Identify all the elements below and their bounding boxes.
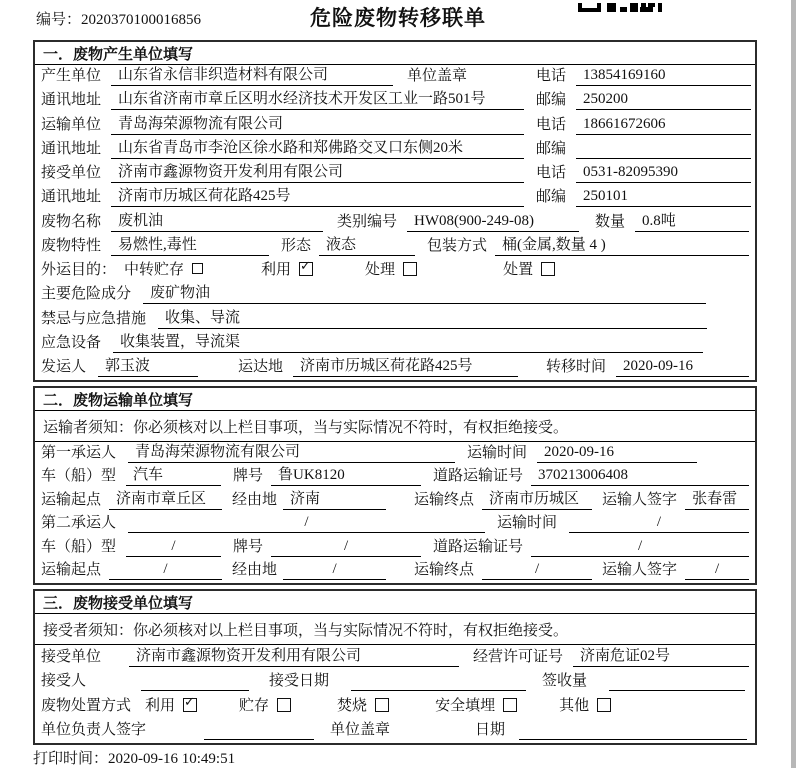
shipper-value: 郭玉波 — [98, 357, 198, 377]
disposal-option-storage-label: 贮存 — [239, 697, 270, 714]
disposal-option-incineration-label: 焚烧 — [337, 697, 368, 714]
receiver-value: 济南市鑫源物资开发利用有限公司 — [111, 163, 524, 183]
received-qty-label: 签收量 — [542, 673, 588, 689]
form-state-value: 液态 — [319, 236, 415, 256]
plate1-label: 牌号 — [233, 468, 264, 484]
row-route2 — [35, 560, 755, 584]
zip1-group — [536, 90, 751, 110]
acceptor-value — [141, 671, 249, 691]
purpose-option-transfer-storage — [124, 260, 203, 280]
section-producer — [33, 40, 757, 382]
license2-value: / — [531, 537, 749, 557]
addr2-value: 山东省青岛市李沧区徐水路和郑佛路交叉口东侧20米 — [111, 139, 524, 159]
hazard-value: 废矿物油 — [143, 284, 706, 304]
disposal-option-other — [559, 696, 611, 716]
addr3-value: 济南市历城区荷花路425号 — [111, 187, 524, 207]
print-time-label: 打印时间： — [33, 751, 109, 767]
section-receiver — [33, 589, 757, 745]
destination-label: 运达地 — [238, 359, 284, 376]
serial-number: 2020370100016856 — [81, 12, 202, 28]
row-receiver-address — [35, 186, 755, 210]
disposal-option-other-label: 其他 — [559, 697, 590, 714]
disposal-option-reuse-label: 利用 — [145, 697, 176, 714]
row-purpose — [35, 259, 755, 283]
phone2-value: 18661672606 — [576, 115, 751, 135]
terminus1-value: 济南市历城区 — [482, 490, 592, 510]
purpose-option-disposal — [503, 260, 555, 280]
time2-label: 运输时间 — [496, 515, 557, 531]
phone3-value: 0531-82095390 — [576, 163, 751, 183]
section-transporter — [33, 386, 757, 585]
phone1-group — [536, 66, 751, 86]
carrier1-value: 青岛海荣源物流有限公司 — [128, 443, 455, 463]
checkbox-disposal-storage-icon — [277, 698, 291, 712]
transporter-value: 青岛海荣源物流有限公司 — [111, 115, 524, 135]
date-label: 日期 — [475, 722, 506, 738]
row-vehicle2 — [35, 536, 755, 560]
carrier2-value: / — [128, 513, 485, 533]
responsible-sign-label: 单位负责人签字 — [41, 722, 147, 738]
qr-code-fragment — [578, 0, 662, 17]
addr1-value: 山东省济南市章丘区明水经济技术开发区工业一路501号 — [111, 90, 524, 110]
zip1-label: 邮编 — [536, 92, 567, 109]
category-value: HW08(900-249-08) — [407, 212, 579, 232]
taboo-label: 禁忌与应急措施 — [41, 310, 147, 327]
license1-label: 道路运输证号 — [433, 468, 524, 484]
row-responsible-sign — [35, 719, 755, 744]
row-second-carrier — [35, 513, 755, 537]
accept-date-value — [351, 671, 526, 691]
row-first-carrier — [35, 442, 755, 466]
row-vehicle1 — [35, 466, 755, 490]
plate1-value: 鲁UK8120 — [271, 466, 421, 486]
via1-label: 经由地 — [232, 491, 278, 508]
origin1-value: 济南市章丘区 — [109, 490, 222, 510]
plate2-label: 牌号 — [233, 538, 264, 555]
checkbox-transfer-storage-icon — [192, 263, 203, 274]
phone1-label: 电话 — [536, 68, 567, 85]
receiver-label: 接受单位 — [41, 165, 102, 182]
receiver-seal-label: 单位盖章 — [330, 722, 391, 738]
row-acceptor — [35, 670, 755, 695]
vehicle2-value: / — [126, 537, 221, 557]
row-accept-unit — [35, 645, 755, 670]
addr2-label: 通讯地址 — [41, 140, 102, 157]
date-value — [519, 720, 747, 740]
checkbox-treatment-icon — [403, 262, 417, 276]
purpose-option-treatment-label: 处理 — [365, 262, 396, 279]
row-receiver — [35, 162, 755, 186]
row-waste-name — [35, 210, 755, 234]
phone1-value: 13854169160 — [576, 66, 751, 86]
category-label: 类别编号 — [337, 213, 398, 230]
producer-value: 山东省永信非织造材料有限公司 — [111, 66, 393, 86]
waste-name-value: 废机油 — [111, 212, 323, 232]
serial-label: 编号： — [36, 12, 82, 28]
zip3-value: 250101 — [576, 187, 751, 207]
transporter-notice: 运输者须知：你必须核对以上栏目事项，当与实际情况不符时，有权拒绝接受。 — [35, 411, 755, 442]
carrier2-label: 第二承运人 — [41, 515, 117, 531]
transporter-label: 运输单位 — [41, 116, 102, 133]
checkbox-disposal-other-icon — [597, 698, 611, 712]
row-producer — [35, 65, 755, 89]
acceptor-label: 接受人 — [41, 673, 87, 689]
phone3-group — [536, 163, 751, 183]
accept-date-label: 接受日期 — [269, 673, 330, 689]
sign1-value: 张春雷 — [685, 490, 749, 510]
received-qty-value — [609, 671, 745, 691]
print-time-value: 2020-09-16 10:49:51 — [108, 751, 236, 767]
quantity-label: 数量 — [595, 213, 626, 230]
time1-value: 2020-09-16 — [537, 443, 697, 463]
equipment-value: 收集装置，导流渠 — [113, 333, 703, 353]
hazard-label: 主要危险成分 — [41, 286, 132, 303]
packing-value: 桶(金属,数量 4 ) — [495, 236, 749, 256]
checkbox-disposal-incineration-icon — [375, 698, 389, 712]
terminus2-label: 运输终点 — [414, 562, 475, 578]
scan-edge-strip — [791, 0, 796, 768]
purpose-option-reuse-label: 利用 — [261, 262, 292, 279]
checkbox-disposal-icon — [541, 262, 555, 276]
transfer-time-label: 转移时间 — [546, 359, 607, 376]
zip3-group — [536, 187, 751, 207]
time2-value: / — [569, 513, 749, 533]
print-time-line — [33, 749, 235, 769]
row-shipper — [35, 356, 755, 380]
via1-value: 济南 — [283, 490, 386, 510]
via2-label: 经由地 — [232, 562, 278, 578]
purpose-option-disposal-label: 处置 — [503, 262, 534, 279]
accept-unit-label: 接受单位 — [41, 648, 102, 665]
producer-label: 产生单位 — [41, 68, 102, 85]
origin2-value: / — [109, 560, 222, 580]
accept-unit-value: 济南市鑫源物资开发利用有限公司 — [129, 647, 459, 667]
destination-value: 济南市历城区荷花路425号 — [293, 357, 518, 377]
phone2-group — [536, 115, 751, 135]
page-title: 危险废物转移联单 — [310, 6, 486, 30]
zip3-label: 邮编 — [536, 189, 567, 206]
taboo-value: 收集、导流 — [158, 309, 707, 329]
vehicle2-label: 车（船）型 — [41, 538, 117, 555]
responsible-sign-value — [204, 720, 314, 740]
checkbox-reuse-icon — [299, 262, 313, 276]
purpose-option-reuse — [261, 260, 313, 280]
character-value: 易燃性,毒性 — [111, 236, 269, 256]
zip2-group — [536, 139, 751, 159]
origin1-label: 运输起点 — [41, 491, 102, 508]
zip2-value — [576, 139, 751, 159]
time1-label: 运输时间 — [466, 444, 527, 461]
section3-header: 三．废物接受单位填写 — [35, 591, 755, 614]
checkbox-disposal-landfill-icon — [503, 698, 517, 712]
character-label: 废物特性 — [41, 237, 102, 254]
origin2-label: 运输起点 — [41, 562, 102, 578]
zip2-label: 邮编 — [536, 140, 567, 157]
shipper-label: 发运人 — [41, 359, 87, 376]
row-disposal-method — [35, 694, 755, 719]
sign1-label: 运输人签字 — [602, 491, 678, 508]
disposal-option-landfill — [435, 696, 517, 716]
sign2-value: / — [685, 560, 749, 580]
packing-label: 包装方式 — [427, 237, 488, 254]
permit-value: 济南危证02号 — [573, 647, 749, 667]
disposal-option-storage — [239, 696, 291, 716]
vehicle1-value: 汽车 — [126, 466, 221, 486]
sign2-label: 运输人签字 — [602, 562, 678, 578]
via2-value: / — [283, 560, 386, 580]
form-state-label: 形态 — [281, 237, 312, 254]
phone2-label: 电话 — [536, 116, 567, 133]
receiver-notice: 接受者须知：你必须核对以上栏目事项，当与实际情况不符时，有权拒绝接受。 — [35, 614, 755, 645]
qr-code-fragment-svg — [578, 3, 662, 12]
addr3-label: 通讯地址 — [41, 189, 102, 206]
equipment-label: 应急设备 — [41, 334, 102, 351]
purpose-option-transfer-storage-label: 中转贮存 — [124, 262, 185, 279]
vehicle1-label: 车（船）型 — [41, 468, 117, 484]
purpose-option-treatment — [365, 260, 417, 280]
row-producer-address — [35, 89, 755, 113]
disposal-option-landfill-label: 安全填埋 — [435, 697, 496, 714]
section2-header: 二．废物运输单位填写 — [35, 388, 755, 411]
quantity-value: 0.8吨 — [635, 212, 749, 232]
checkbox-disposal-reuse-icon — [183, 698, 197, 712]
row-hazard-components — [35, 283, 755, 307]
row-route1 — [35, 489, 755, 513]
row-transporter-address — [35, 138, 755, 162]
license2-label: 道路运输证号 — [433, 538, 524, 555]
row-taboo-measures — [35, 307, 755, 331]
phone3-label: 电话 — [536, 165, 567, 182]
disposal-label: 废物处置方式 — [41, 697, 132, 714]
terminus2-value: / — [482, 560, 592, 580]
addr1-label: 通讯地址 — [41, 92, 102, 109]
carrier1-label: 第一承运人 — [41, 444, 117, 461]
disposal-option-incineration — [337, 696, 389, 716]
zip1-value: 250200 — [576, 90, 751, 110]
row-waste-character — [35, 235, 755, 259]
permit-label: 经营许可证号 — [473, 648, 564, 665]
license1-value: 370213006408 — [531, 466, 749, 486]
disposal-option-reuse — [145, 696, 197, 716]
section1-header: 一．废物产生单位填写 — [35, 42, 755, 65]
transfer-time-value: 2020-09-16 — [616, 357, 749, 377]
row-emergency-equipment — [35, 332, 755, 356]
purpose-label: 外运目的： — [41, 262, 117, 279]
row-transporter — [35, 113, 755, 137]
plate2-value: / — [271, 537, 421, 557]
unit-seal-label: 单位盖章 — [407, 68, 468, 85]
waste-name-label: 废物名称 — [41, 213, 102, 230]
terminus1-label: 运输终点 — [414, 491, 475, 508]
